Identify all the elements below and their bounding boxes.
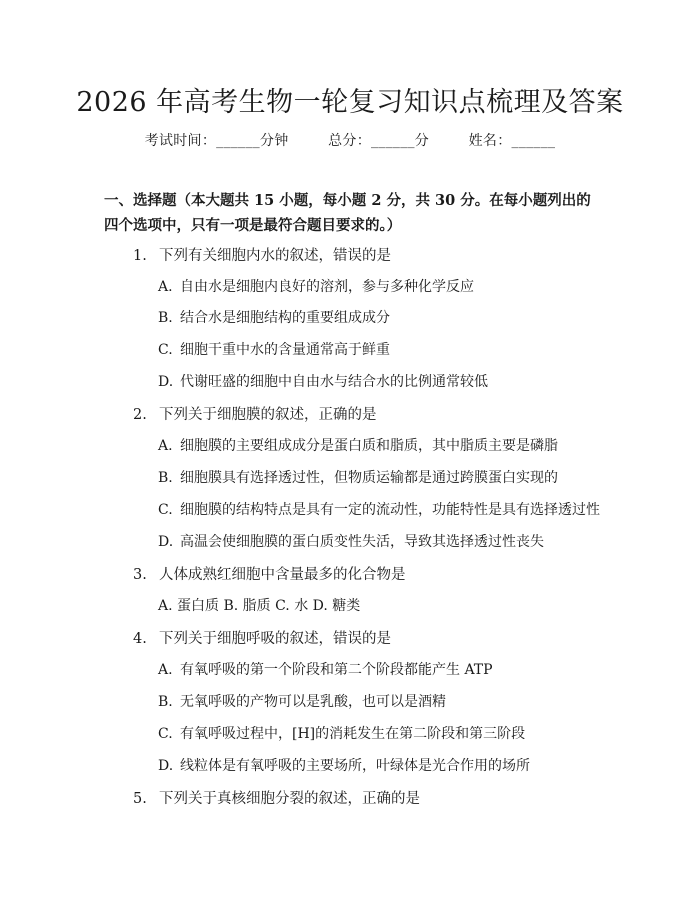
question-text: 下列关于真核细胞分裂的叙述，正确的是 bbox=[159, 791, 420, 807]
q1-option-a: A. 自由水是细胞内良好的溶剂，参与多种化学反应 bbox=[158, 279, 474, 295]
exam-time-field: 考试时间：______分钟 bbox=[144, 133, 289, 149]
question-number: 3. bbox=[133, 567, 147, 583]
question-5 bbox=[133, 787, 420, 808]
q2-option-b: B. 细胞膜具有选择透过性，但物质运输都是通过跨膜蛋白实现的 bbox=[158, 470, 558, 486]
q4-option-b: B. 无氧呼吸的产物可以是乳酸，也可以是酒精 bbox=[158, 694, 446, 710]
question-number: 2. bbox=[133, 407, 147, 423]
q2-option-d: D. 高温会使细胞膜的蛋白质变性失活，导致其选择透过性丧失 bbox=[158, 534, 544, 550]
q2-option-a: A. 细胞膜的主要组成成分是蛋白质和脂质，其中脂质主要是磷脂 bbox=[158, 438, 558, 454]
question-text: 下列关于细胞膜的叙述，正确的是 bbox=[159, 407, 377, 423]
q2-option-c: C. 细胞膜的结构特点是具有一定的流动性，功能特性是具有选择透过性 bbox=[158, 502, 600, 518]
question-text: 下列有关细胞内水的叙述，错误的是 bbox=[159, 248, 391, 264]
question-2 bbox=[133, 403, 377, 424]
q3-inline-options: A. 蛋白质 B. 脂质 C. 水 D. 糖类 bbox=[158, 598, 361, 614]
q4-option-c: C. 有氧呼吸过程中，[H]的消耗发生在第二阶段和第三阶段 bbox=[158, 726, 526, 742]
exam-title: 2026 年高考生物一轮复习知识点梳理及答案 bbox=[76, 87, 624, 118]
exam-score-field: 总分：______分 bbox=[328, 133, 430, 149]
exam-meta bbox=[0, 130, 700, 150]
exam-name-field: 姓名：______ bbox=[468, 133, 556, 149]
question-number: 4. bbox=[133, 631, 147, 647]
question-3 bbox=[133, 563, 406, 584]
q1-option-b: B. 结合水是细胞结构的重要组成成分 bbox=[158, 310, 390, 326]
q1-option-c: C. 细胞干重中水的含量通常高于鲜重 bbox=[158, 342, 390, 358]
question-4 bbox=[133, 627, 391, 648]
question-text: 下列关于细胞呼吸的叙述，错误的是 bbox=[159, 631, 391, 647]
section-heading: 一、选择题（本大题共 15 小题，每小题 2 分，共 30 分。在每小题列出的四个选项中，只有一项是最符合题目要求的。） bbox=[104, 192, 591, 234]
question-1 bbox=[133, 244, 391, 265]
q1-option-d: D. 代谢旺盛的细胞中自由水与结合水的比例通常较低 bbox=[158, 374, 488, 390]
q4-option-d: D. 线粒体是有氧呼吸的主要场所，叶绿体是光合作用的场所 bbox=[158, 758, 530, 774]
question-number: 1. bbox=[133, 248, 147, 264]
q4-option-a: A. 有氧呼吸的第一个阶段和第二个阶段都能产生 ATP bbox=[158, 662, 493, 678]
question-text: 人体成熟红细胞中含量最多的化合物是 bbox=[159, 567, 406, 583]
question-number: 5. bbox=[133, 791, 147, 807]
